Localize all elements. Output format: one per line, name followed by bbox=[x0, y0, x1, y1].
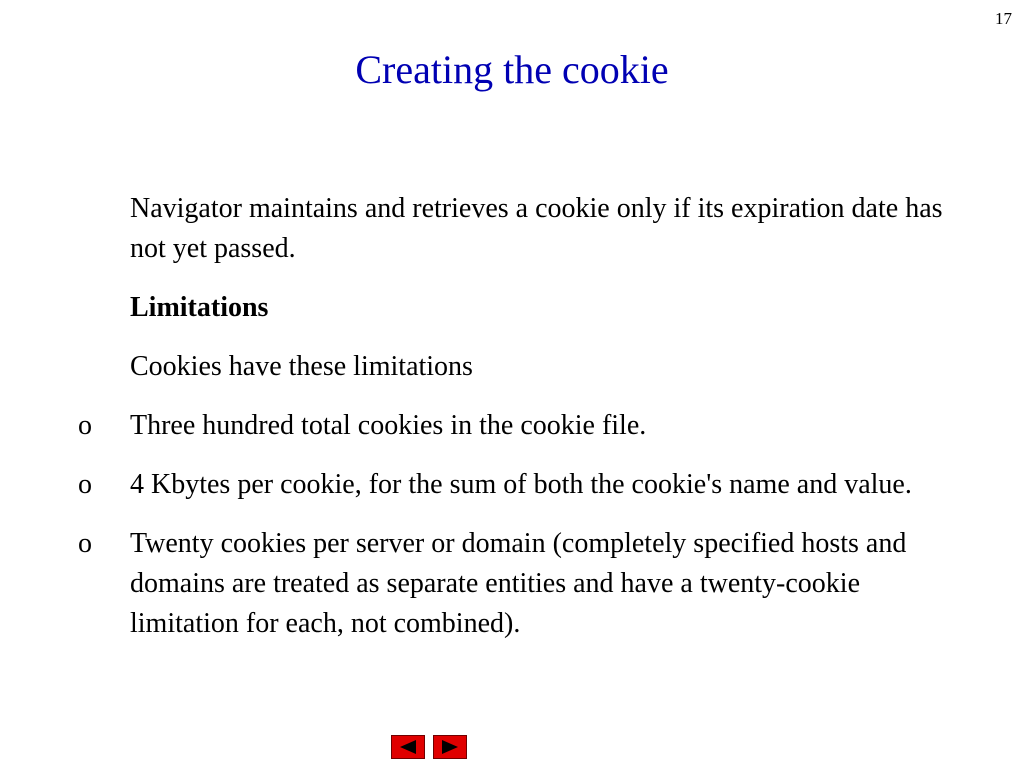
bullet-marker: o bbox=[78, 528, 92, 559]
page-number: 17 bbox=[995, 9, 1012, 28]
bullet-marker: o bbox=[78, 410, 92, 441]
bullet-item bbox=[78, 465, 970, 505]
slide-navigation bbox=[391, 735, 467, 759]
slide-content bbox=[0, 189, 1024, 663]
slide-title: Creating the cookie bbox=[355, 47, 669, 92]
bullet-text: Three hundred total cookies in the cookie file. bbox=[130, 410, 647, 441]
bullet-item bbox=[78, 524, 970, 644]
intro-paragraph: Navigator maintains and retrieves a cookie only if its expiration date has not yet passed. bbox=[130, 193, 943, 264]
bullet-item bbox=[78, 406, 970, 446]
bullet-text: Twenty cookies per server or domain (completely specified hosts and domains are treated as separate entities and have a twenty-cookie limitation for each, not combined). bbox=[130, 528, 907, 639]
triangle-right-icon bbox=[439, 739, 461, 755]
triangle-left-icon bbox=[397, 739, 419, 755]
bullet-text: 4 Kbytes per cookie, for the sum of both the cookie's name and value. bbox=[130, 469, 912, 500]
next-slide-button[interactable] bbox=[433, 735, 467, 759]
previous-slide-button[interactable] bbox=[391, 735, 425, 759]
lead-paragraph: Cookies have these limitations bbox=[130, 351, 473, 382]
section-heading: Limitations bbox=[130, 292, 269, 323]
bullet-marker: o bbox=[78, 469, 92, 500]
